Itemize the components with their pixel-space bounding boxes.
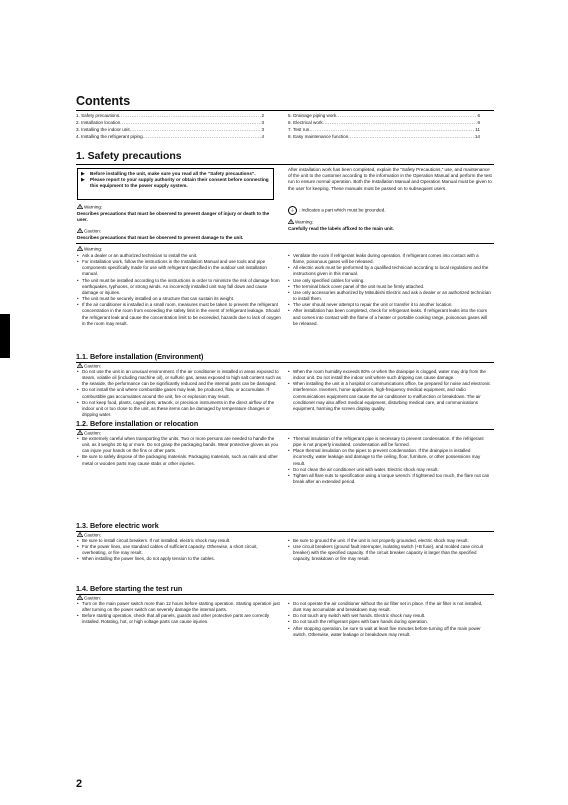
- list-item-text: Be sure to safely dispose of the packaging materials. Packaging materials, such as nails and other metal or wooden parts may cause stabs or other injuries.: [82, 454, 278, 466]
- list-item-text: Before starting operation, check that all panels, guards and other protective parts are correctly installed. Rotating, hot, or high voltage parts can cause injuries.: [82, 613, 270, 625]
- list-item-text: When the room humidity exceeds 80% or when the drainpipe is clogged, water may drip from the indoor unit. Do not install the indoor unit where such dripping can cause damage.: [293, 369, 486, 381]
- s11-left-list: [77, 369, 281, 418]
- bullet-icon: •: [288, 448, 290, 454]
- s11-right-list: [288, 369, 492, 412]
- list-item-text: All electric work must be performed by a qualified technician according to local regulations and the instructions given in this manual.: [293, 265, 489, 277]
- s14-left-list: [77, 601, 281, 626]
- list-item-text: Place thermal insulation on the pipes to prevent condensation. If the drainpipe is installed incorrectly, water leakage and damage to the ceiling, floor, furniture, or other possessions may result.: [293, 448, 481, 466]
- warning-triangle-icon: [77, 532, 83, 537]
- warning-triangle-icon: [77, 430, 83, 435]
- section-1-4-title: 1.4. Before starting the test run: [76, 584, 183, 593]
- list-item: [77, 613, 281, 625]
- bullet-icon: •: [77, 302, 79, 308]
- bullet-icon: •: [288, 472, 290, 478]
- warning-triangle-icon: [77, 228, 83, 233]
- list-item-text: Be sure to install circuit breakers. If not installed, electric shock may result.: [82, 538, 231, 543]
- list-item: [77, 278, 281, 296]
- caution-heading: Caution:: [77, 430, 101, 437]
- list-item-text: Ventilate the room if refrigerant leaks during operation. If refrigerant comes into contact with a flame, poisonous gases will be released.: [293, 253, 479, 265]
- list-item: [77, 556, 281, 562]
- section-1-3-title: 1.3. Before electric work: [76, 521, 159, 530]
- title-rule: [76, 110, 494, 111]
- list-item: [288, 290, 492, 302]
- list-item-text: Use only accessories authorized by Mitsubishi Electric and ask a dealer or an authorized technician to install them.: [293, 289, 491, 302]
- list-item-text: Use only specified cables for wiring.: [293, 277, 365, 283]
- list-item: [288, 265, 492, 277]
- after-install-text: After installation work has been completed, explain the “Safety Precautions,” use, and maintenance of the unit to the customer according to the information in the Operation Manual and perform the test run to ensure normal operation. Both the Installation Manual and Operation Manual must be given to the user for keeping. These manuals must be passed on to subsequent users.: [288, 167, 492, 191]
- warning-triangle-icon: [77, 595, 83, 600]
- list-item: [288, 626, 492, 638]
- bullet-icon: •: [77, 538, 79, 543]
- list-item-text: Ask a dealer or an authorized technician to install the unit.: [82, 253, 198, 258]
- list-item: [288, 448, 492, 466]
- list-item: [77, 259, 281, 277]
- bullet-icon: •: [288, 625, 290, 631]
- warning-heading: Warning:: [77, 246, 102, 253]
- list-item: [77, 601, 281, 613]
- warnings-right-list: [288, 253, 492, 327]
- page-edge-tab: [0, 314, 10, 358]
- page-title: Contents: [76, 94, 131, 108]
- toc-left: [76, 113, 264, 141]
- list-item: [288, 601, 492, 613]
- toc-item[interactable]: 4. Installing the refrigerant piping ..... 4: [76, 134, 264, 141]
- toc-item[interactable]: 8. Easy maintenance function ..... 14: [288, 134, 480, 141]
- ground-note: ⏚ : Indicates a part which must be grounded.: [288, 206, 493, 215]
- section-1-1-title: 1.1. Before installation (Environment): [76, 352, 204, 361]
- warning-triangle-icon: [77, 246, 83, 251]
- s13-right-list: [288, 538, 492, 563]
- list-item-text: Do not use the unit in an unusual environment. If the air conditioner is installed in areas exposed to steam, volatile oil (including machine oil), or sulfuric gas, areas exposed to high salt content such as the seaside, the performance can be significantly reduced and the internal parts can be damaged.: [82, 369, 281, 387]
- warning-triangle-icon: [77, 204, 83, 209]
- toc-item[interactable]: 1. Safety precautions ..... 2: [76, 113, 264, 120]
- list-item: [77, 302, 281, 327]
- list-item: [77, 400, 281, 418]
- arrow-icon: ▶: [81, 176, 85, 183]
- list-item-text: If the air conditioner is installed in a small room, measures must be taken to prevent the refrigerant concentration in the room from exceeding the safety limit in the event of refrigerant leakage. Should the refrigerant leak and cause the concentration limit to be exceeded, hazards due to lack of oxygen in the room may result.: [82, 302, 281, 326]
- list-item-text: Be sure to ground the unit. If the unit is not properly grounded, electric shock may result.: [293, 538, 469, 543]
- list-item-text: For installation work, follow the instructions in the Installation Manual and use tools and pipe components specifically made for use with refrigerant specified in the outdoor unit installation manual.: [82, 259, 267, 277]
- section-1-2-title: 1.2. Before installation or relocation: [76, 419, 199, 428]
- bullet-icon: •: [77, 436, 79, 441]
- list-item-text: When installing the unit in a hospital or communications office, be prepared for noise and electronic interference. Inverters, home appliances, high-frequency medical equipment, and radio communications equipment can cause the air conditioner to malfunction or breakdown. The air conditioner may also affect medical equipment, disturbing medical care, and communications equipment, harming the screen display quality.: [293, 381, 491, 411]
- arrow-icon: ▶: [81, 170, 85, 177]
- bullet-icon: •: [77, 259, 79, 265]
- list-item: [288, 369, 492, 381]
- list-item-text: The unit must be securely installed on a structure that can sustain its weight.: [82, 296, 235, 302]
- list-item-text: Do not install the unit where combustible gases may leak, be produced, flow, or accumulate. If combustible gas accumulates around the unit, fire or explosion may result.: [82, 387, 269, 399]
- list-item: [77, 387, 281, 399]
- caution-legend: Caution: Describes precautions that must be observed to prevent damage to the unit.: [77, 228, 244, 240]
- list-item-text: Thermal insulation of the refrigerant pipe is necessary to prevent condensation. If the refrigerant pipe is not properly insulated, condensation will be formed.: [293, 436, 484, 448]
- list-item-text: When installing the power lines, do not apply tension to the cables.: [82, 556, 215, 562]
- bullet-icon: •: [288, 302, 290, 308]
- divider: [76, 429, 494, 430]
- bullet-icon: •: [288, 544, 290, 550]
- bullet-icon: •: [77, 544, 79, 550]
- divider: [76, 531, 494, 532]
- bullet-icon: •: [288, 289, 290, 295]
- toc-item[interactable]: 3. Installing the indoor unit ..... 3: [76, 127, 264, 134]
- list-item-text: Be extremely careful when transporting the units. Two or more persons are needed to handle the unit, as it weighs 20 kg or more. Do not grasp the packaging bands. Wear protective gloves as you can injure your hands on the fins or other parts.: [82, 436, 279, 454]
- bullet-icon: •: [77, 253, 79, 258]
- bullet-icon: •: [288, 538, 290, 543]
- divider: [76, 362, 494, 363]
- list-item: [77, 544, 281, 556]
- list-item-text: The user should never attempt to repair the unit or transfer it to another location.: [293, 302, 453, 308]
- bullet-icon: •: [288, 619, 290, 625]
- warning-legend: Warning: Describes precautions that must be observed to prevent danger of injury or death to the user.: [77, 204, 270, 222]
- s12-right-list: [288, 436, 492, 485]
- toc-item[interactable]: 5. Drainage piping work ..... 6: [288, 113, 480, 120]
- bullet-icon: •: [77, 613, 79, 619]
- notice-box: ▶ Before installing the unit, make sure you read all the “Safety precautions”. ▶ Please report to your supply authority or obtain their consent before connecting this equipment to the power supply system.: [77, 168, 274, 200]
- divider: [76, 243, 494, 244]
- list-item: [288, 308, 492, 326]
- bullet-icon: •: [288, 277, 290, 283]
- list-item: [288, 253, 492, 265]
- caution-heading: Caution:: [77, 595, 101, 602]
- s12-left-list: [77, 436, 281, 467]
- s14-right-list: [288, 601, 492, 638]
- list-item-text: For the power lines, use standard cables of sufficient capacity. Otherwise, a short circuit, overheating, or fire may result.: [82, 544, 258, 556]
- bullet-icon: •: [77, 399, 79, 405]
- list-item-text: Turn on the main power switch more than 12 hours before starting operation. Starting operation just after turning on the power switch can severely damage the internal parts.: [82, 601, 280, 613]
- ground-icon: ⏚: [288, 206, 297, 215]
- bullet-icon: •: [288, 283, 290, 289]
- bullet-icon: •: [77, 601, 79, 606]
- caution-heading: Caution:: [77, 532, 101, 539]
- warnings-left-list: [77, 253, 281, 327]
- bullet-icon: •: [288, 265, 290, 271]
- list-item: [77, 454, 281, 466]
- bullet-icon: •: [77, 369, 79, 374]
- bullet-icon: •: [77, 296, 79, 302]
- list-item: [77, 369, 281, 387]
- warning-triangle-icon: [288, 219, 294, 224]
- bullet-icon: •: [288, 436, 290, 441]
- bullet-icon: •: [288, 381, 290, 387]
- list-item-text: Use circuit breakers (ground fault interrupter, isolating switch (+B fuse), and molded case circuit breaker) with the specified capacity. If the circuit breaker capacity is larger than the specified capacity, breakdown or fire may result.: [293, 544, 483, 562]
- section-title: 1. Safety precautions: [76, 150, 182, 162]
- list-item-text: Do not operate the air conditioner without the air filter set in place. If the air filter is not installed, dust may accumulate and breakdown may result.: [293, 601, 483, 613]
- bullet-icon: •: [77, 277, 79, 283]
- list-item-text: Do not touch any switch with wet hands. Electric shock may result.: [293, 613, 426, 619]
- bullet-icon: •: [77, 387, 79, 393]
- list-item: [288, 473, 492, 485]
- bullet-icon: •: [288, 369, 290, 374]
- list-item-text: After stopping operation, be sure to wait at least five minutes before turning off the main power switch. Otherwise, water leakage or breakdown may result.: [293, 625, 481, 637]
- list-item: [288, 381, 492, 412]
- list-item: [288, 436, 492, 448]
- toc-item[interactable]: 6. Electrical work ..... 6: [288, 120, 480, 127]
- bullet-icon: •: [77, 454, 79, 460]
- bullet-icon: •: [288, 601, 290, 606]
- list-item-text: The terminal block cover panel of the unit must be firmly attached.: [293, 283, 425, 289]
- list-item: [288, 544, 492, 562]
- toc-right: [288, 113, 480, 141]
- divider: [76, 594, 494, 595]
- list-item-text: After installation has been completed, check for refrigerant leaks. If refrigerant leaks into the room and comes into contact with the flame of a heater or portable cooking range, poisonous gases will be released.: [293, 308, 488, 326]
- list-item: [77, 436, 281, 454]
- toc-item[interactable]: 2. Installation location ..... 3: [76, 120, 264, 127]
- bullet-icon: •: [77, 556, 79, 562]
- bullet-icon: •: [288, 308, 290, 314]
- warning-triangle-icon: [77, 363, 83, 368]
- list-item-text: Tighten all flare nuts to specification using a torque wrench. If tightened too much, the flare nut can break after an extended period.: [293, 472, 490, 485]
- bullet-icon: •: [288, 613, 290, 619]
- caution-heading: Caution:: [77, 363, 101, 370]
- list-item-text: Do not touch the refrigerant pipes with bare hands during operation.: [293, 619, 428, 625]
- bullet-icon: •: [288, 253, 290, 258]
- list-item-text: The unit must be installed according to the instructions in order to minimize the risk of damage from earthquakes, typhoons, or strong winds. An incorrectly installed unit may fall down and cause damage or injuries.: [82, 277, 280, 295]
- toc-item[interactable]: 7. Test run ..... 11: [288, 127, 480, 134]
- warning-right: Warning: Carefully read the labels affixed to the main unit.: [288, 219, 394, 231]
- s13-left-list: [77, 538, 281, 563]
- list-item-text: Do not keep food, plants, caged pets, artwork, or precision instruments in the direct airflow of the indoor unit or too close to the unit, as these items can be damaged by temperature changes or dripping water.: [82, 399, 275, 418]
- page-number: 2: [76, 778, 83, 790]
- list-item-text: Do not clean the air conditioner unit with water. Electric shock may result.: [293, 466, 439, 472]
- bullet-icon: •: [288, 466, 290, 472]
- section-rule: [76, 164, 494, 165]
